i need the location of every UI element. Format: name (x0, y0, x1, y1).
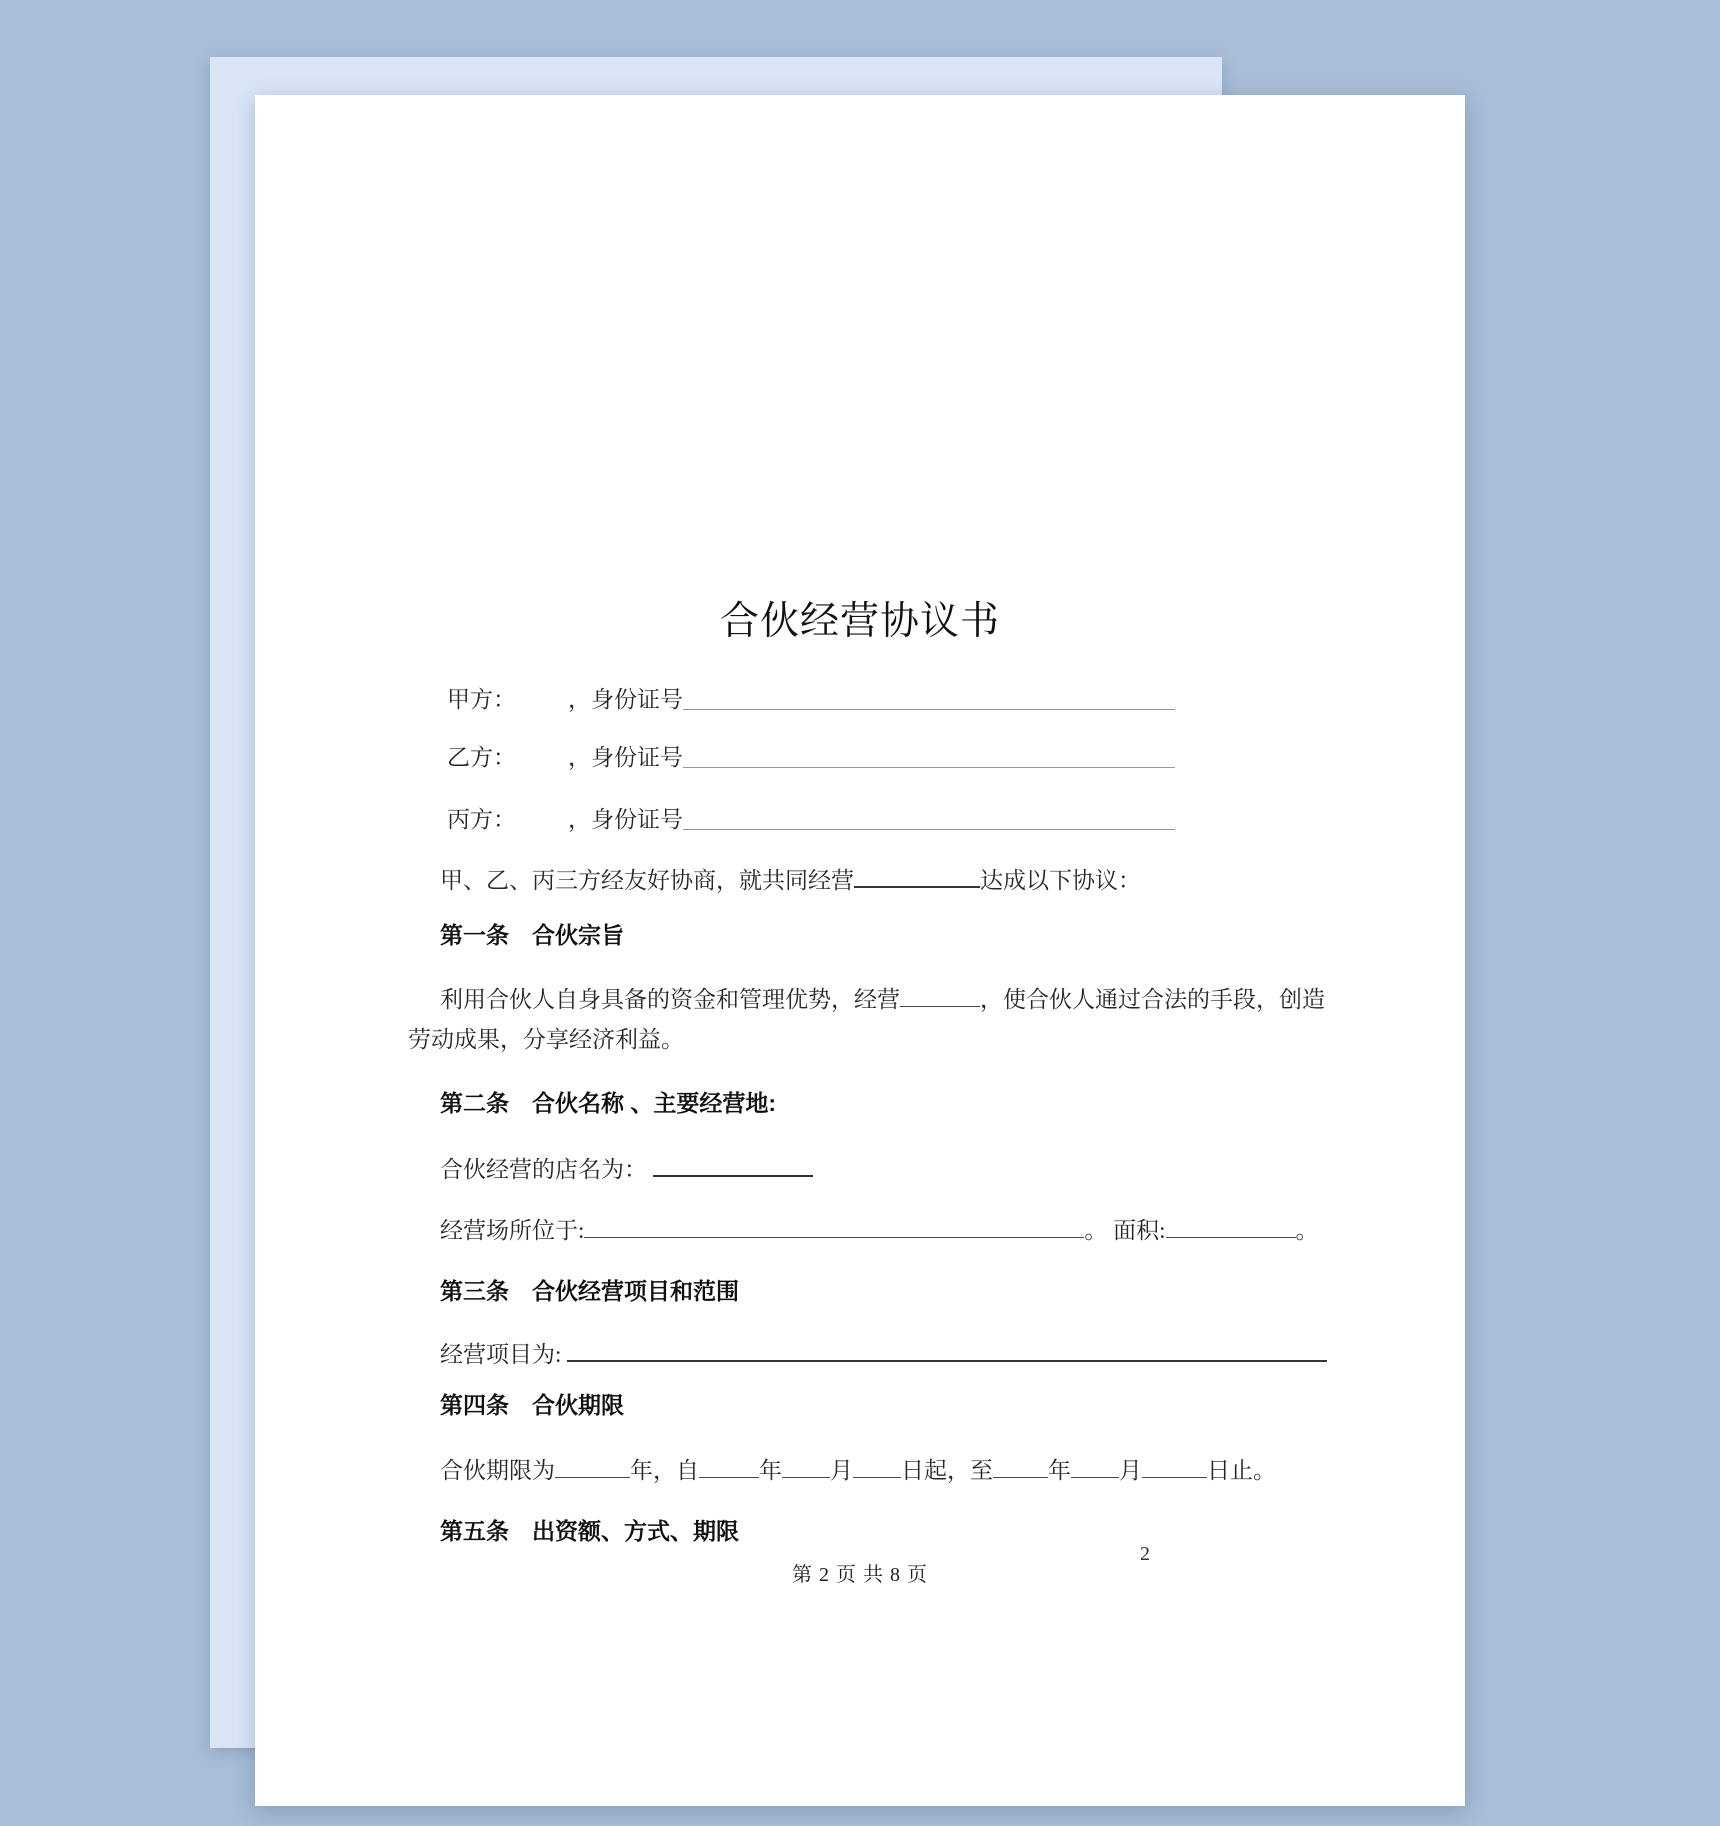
fill-in-blank-underline (782, 1454, 830, 1478)
fill-in-blank-underline (853, 1454, 901, 1478)
text-run: 利用合伙人自身具备的资金和管理优势，经营 (440, 987, 900, 1012)
fill-in-blank-underline (1071, 1454, 1119, 1478)
text-run: 。 (1295, 1218, 1319, 1243)
text-run: 月 (830, 1458, 853, 1483)
text-run: 经营项目为: (440, 1342, 568, 1367)
shop-name-line (440, 1152, 813, 1183)
id-number-label: ，身份证号 (568, 687, 683, 712)
page-footer: 第 2 页 共 8 页 (792, 1564, 928, 1586)
section-heading-2: 第二条 合伙名称 、主要经营地: (440, 1090, 777, 1116)
id-number-blank (683, 828, 1175, 830)
party-line-a (447, 685, 1175, 712)
party-label: 丙方： (447, 807, 516, 832)
text-run: 月 (1119, 1458, 1142, 1483)
party-line-c (447, 805, 1175, 832)
partnership-term-line (440, 1454, 1276, 1484)
corner-page-number: 2 (1140, 1543, 1150, 1565)
fill-in-blank-underline (567, 1337, 1327, 1362)
text-run: 。 面积: (1084, 1218, 1166, 1243)
document-title: 合伙经营协议书 (719, 600, 1000, 643)
text-run: 经营场所位于: (440, 1218, 585, 1243)
fill-in-blank-underline (1142, 1454, 1207, 1478)
text-run: 达成以下协议： (980, 868, 1141, 893)
section-heading-3: 第三条 合伙经营项目和范围 (440, 1278, 739, 1304)
text-run: 日起，至 (901, 1458, 993, 1483)
section-heading-1: 第一条 合伙宗旨 (440, 922, 624, 948)
text-run: 合伙经营的店名为： (440, 1157, 653, 1182)
id-number-blank (683, 766, 1175, 768)
text-run: 日止。 (1207, 1458, 1276, 1483)
business-project-line (440, 1337, 1327, 1368)
fill-in-blank-underline (1166, 1214, 1296, 1238)
fill-in-blank-underline (555, 1454, 630, 1478)
text-run: 年 (1048, 1458, 1071, 1483)
section-heading-4: 第四条 合伙期限 (440, 1392, 624, 1418)
purpose-paragraph (408, 980, 1343, 1060)
intro-clause (440, 863, 1141, 894)
fill-in-blank-underline (653, 1152, 813, 1177)
fill-in-blank-underline (854, 863, 980, 888)
fill-in-blank-underline (584, 1214, 1084, 1238)
section-heading-5: 第五条 出资额、方式、期限 (440, 1518, 739, 1544)
id-number-blank (683, 708, 1175, 710)
text-run: 甲、乙、丙三方经友好协商，就共同经营 (440, 868, 854, 893)
text-run: 年，自 (630, 1458, 699, 1483)
text-run: 合伙期限为 (440, 1458, 555, 1483)
id-number-label: ，身份证号 (568, 807, 683, 832)
text-run: ，使合伙人通过合法的手段，创造劳动成果，分享经济利益。 (408, 987, 1325, 1052)
location-area-line (440, 1214, 1319, 1244)
document-page (255, 95, 1465, 1806)
party-line-b (447, 743, 1175, 770)
id-number-label: ，身份证号 (568, 745, 683, 770)
party-label: 乙方： (447, 745, 516, 770)
fill-in-blank-underline (699, 1454, 759, 1478)
fill-in-blank-underline (993, 1454, 1048, 1478)
party-label: 甲方： (447, 687, 516, 712)
fill-in-blank-underline (900, 983, 980, 1007)
text-run: 年 (759, 1458, 782, 1483)
